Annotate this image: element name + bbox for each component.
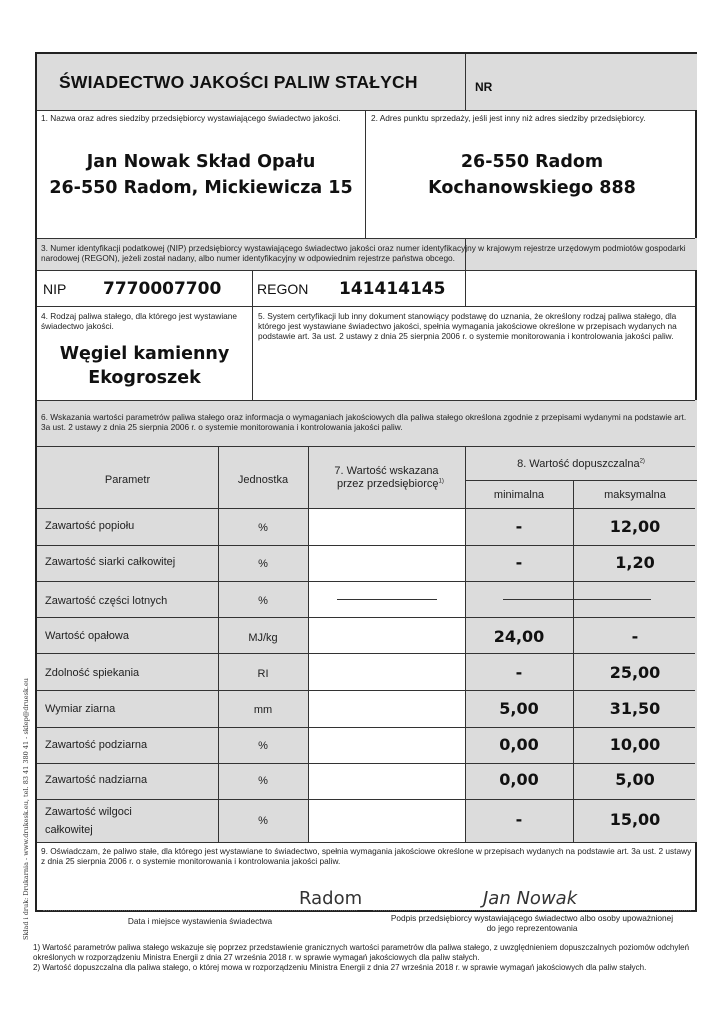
regon-label: REGON	[257, 281, 309, 297]
signature-caption-line2: do jego reprezentowania	[486, 923, 578, 933]
param-name: Wartość opałowa	[45, 630, 129, 642]
section6-label: 6. Wskazania wartości parametrów paliwa stałego oraz informacja o wymaganiach jakościowych dla paliwa stałego określona zgodnie z przepisami wydanymi na podstawie art. 3a ust. 2 ustawy z dnia 25 sierpnia 2006 r. o systemie monitorowania i kontrolowania jakości paliw.	[41, 412, 687, 432]
signature-line	[373, 910, 691, 911]
param-unit: mm	[253, 704, 273, 716]
fuel-type: Węgiel kamienny	[59, 344, 230, 364]
column-header-declared-line2: przez przedsiębiorcę$^{1)}$	[337, 478, 444, 490]
section3-label: 3. Numer identyfikacji podatkowej (NIP) przedsiębiorcy wystawiającego świadectwo jakości oraz numer identyfikacyjny w krajowym rejestrze urzędowym podmiotów gospodarki narodowej (REGON), jeżeli został nadany, albo numer identyfikacyjny w odpowiednim rejestrze państwa obcego.	[41, 243, 686, 263]
fuel-variant: Ekogroszek	[88, 368, 201, 388]
date-place-line	[43, 910, 357, 911]
section2-label: 2. Adres punktu sprzedaży, jeśli jest inny niż adres siedziby przedsiębiorcy.	[371, 113, 646, 123]
min-value: 0,00	[499, 735, 539, 754]
param-unit: %	[258, 595, 268, 607]
max-value: 1,20	[615, 553, 655, 572]
max-value: 12,00	[609, 517, 661, 536]
nip-value: 7770007700	[103, 279, 222, 299]
param-unit: %	[258, 522, 268, 534]
regon-value: 141414145	[339, 279, 446, 299]
signature: Jan Nowak	[483, 888, 578, 909]
section9-label: 9. Oświadczam, że paliwo stałe, dla którego jest wystawiane to świadectwo, spełnia wymagania jakościowe określone w przepisach wydanych na podstawie art. 3a ust. 2 ustawy z dnia 25 sierpnia 2006 r. o systemie monitorowania i kontrolowania jakości paliw.	[41, 846, 692, 866]
param-unit: %	[258, 558, 268, 570]
param-name: Zawartość nadziarna	[45, 774, 148, 786]
param-name: Wymiar ziarna	[45, 703, 116, 715]
param-unit: MJ/kg	[248, 632, 278, 644]
min-value: 24,00	[493, 627, 545, 646]
company-address: 26-550 Radom, Mickiewicza 15	[49, 178, 353, 198]
printer-info: Skład i druk: Drukarnia - www.drukesk.eu, tel. 83 41 380 41 - sklep@druesk.eu	[22, 678, 30, 940]
sales-point-street: Kochanowskiego 888	[428, 178, 636, 198]
declared-value-dash	[337, 599, 437, 600]
date-place-caption: Data i miejsce wystawienia świadectwa	[127, 916, 273, 926]
signature-caption-line1: Podpis przedsiębiorcy wystawiającego świadectwo albo osoby upoważnionej	[390, 913, 674, 923]
section4-label: 4. Rodzaj paliwa stałego, dla którego jest wystawiane świadectwo jakości.	[41, 311, 238, 331]
min-value: -	[515, 810, 523, 829]
param-name: Zdolność spiekania	[45, 667, 140, 679]
min-value: -	[515, 663, 523, 682]
param-unit: RI	[257, 668, 269, 680]
min-value: -	[515, 517, 523, 536]
param-name: Zawartość części lotnych	[45, 595, 168, 607]
section1-label: 1. Nazwa oraz adres siedziby przedsiębiorcy wystawiającego świadectwo jakości.	[41, 113, 341, 123]
max-value: -	[631, 627, 639, 646]
max-value: 10,00	[609, 735, 661, 754]
section5-label: 5. System certyfikacji lub inny dokument stanowiący podstawę do uznania, że określony rodzaj paliwa stałego, dla którego jest wystawiane świadectwo jakości, spełnia wymagania jakościowe określone w przepisach wydanych na podstawie art. 3a ust. 2 ustawy z dnia 25 sierpnia 2006 r. o systemie monitorowania i kontrolowania jakości paliw.	[258, 311, 677, 341]
param-name-line1: Zawartość wilgoci	[45, 806, 132, 818]
column-header-parameter: Parametr	[104, 474, 151, 486]
nip-label: NIP	[43, 281, 67, 297]
footnote-2: 2) Wartość dopuszczalna dla paliwa stałego, o której mowa w rozporządzeniu Ministra Energii z dnia 27 września 2018 r. w sprawie wymagań jakościowych dla paliw stałych.	[33, 963, 647, 972]
param-unit: %	[258, 815, 268, 827]
param-name: Zawartość podziarna	[45, 739, 148, 751]
column-header-max: maksymalna	[604, 489, 666, 501]
param-unit: %	[258, 775, 268, 787]
column-header-allowed: 8. Wartość dopuszczalna$^{2)}$	[517, 458, 645, 470]
document-title: ŚWIADECTWO JAKOŚCI PALIW STAŁYCH	[59, 72, 418, 92]
max-value: 31,50	[609, 699, 661, 718]
column-header-unit: Jednostka	[237, 474, 289, 486]
quality-certificate-form	[35, 52, 697, 933]
param-name: Zawartość siarki całkowitej	[45, 556, 176, 568]
max-value: 5,00	[615, 770, 655, 789]
max-value: 25,00	[609, 663, 661, 682]
issue-place: Radom	[299, 888, 363, 909]
certificate-number-label: NR	[475, 80, 493, 94]
footnote-1: 1) Wartość parametrów paliwa stałego wskazuje się poprzez przedstawienie granicznych wartości parametrów dla paliwa stałego, z uwzględnieniem dopuszczalnych poziomów odchyleń określonych w rozporządzeniu Ministra Energii z dnia 27 września 2018 r. w sprawie wymagań jakościowych dla paliw stałych.	[33, 943, 690, 962]
param-name: Zawartość popiołu	[45, 520, 135, 532]
max-value: 15,00	[609, 810, 661, 829]
sales-point-city: 26-550 Radom	[460, 152, 604, 172]
param-unit: %	[258, 740, 268, 752]
company-name: Jan Nowak Skład Opału	[86, 152, 316, 172]
min-value: -	[515, 553, 523, 572]
column-header-min: minimalna	[493, 489, 545, 501]
min-value: 5,00	[499, 699, 539, 718]
param-name-line2: całkowitej	[45, 824, 93, 836]
column-header-declared-line1: 7. Wartość wskazana	[334, 465, 439, 477]
allowed-value-dash	[503, 599, 651, 600]
min-value: 0,00	[499, 770, 539, 789]
